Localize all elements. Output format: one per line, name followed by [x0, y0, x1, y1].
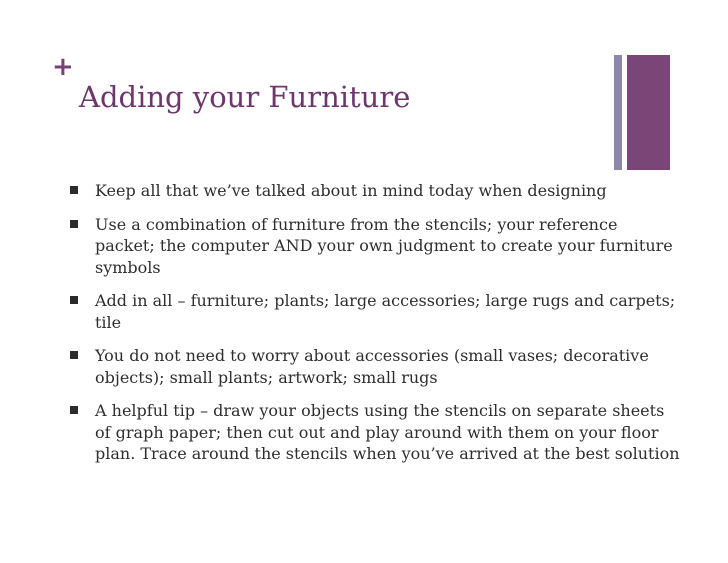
slide-title: Adding your Furniture — [79, 80, 411, 114]
bullet-text: Use a combination of furniture from the stencils; your reference packet; the computer AND your own judgment to create your furniture symbols — [95, 214, 673, 277]
list-item — [70, 290, 680, 333]
list-item — [70, 214, 680, 279]
bullet-square-icon — [70, 296, 78, 304]
bullet-text: Add in all – furniture; plants; large accessories; large rugs and carpets; tile — [95, 291, 676, 332]
bullet-square-icon — [70, 406, 78, 414]
decorative-bar-wide — [627, 55, 670, 170]
bullet-text: You do not need to worry about accessories (small vases; decorative objects); small plants; artwork; small rugs — [95, 346, 649, 387]
list-item — [70, 180, 680, 202]
bullet-text: A helpful tip – draw your objects using the stencils on separate sheets of graph paper; then cut out and play around with them on your floor plan. Trace around the stencils when you’ve arrived at the best solution — [95, 401, 680, 463]
bullet-list — [70, 180, 680, 477]
bullet-square-icon — [70, 351, 78, 359]
bullet-text: Keep all that we’ve talked about in mind today when designing — [95, 181, 607, 200]
list-item — [70, 400, 680, 465]
decorative-bar-thin — [614, 55, 622, 170]
bullet-square-icon — [70, 186, 78, 194]
plus-icon: + — [52, 52, 74, 82]
bullet-square-icon — [70, 220, 78, 228]
list-item — [70, 345, 680, 388]
